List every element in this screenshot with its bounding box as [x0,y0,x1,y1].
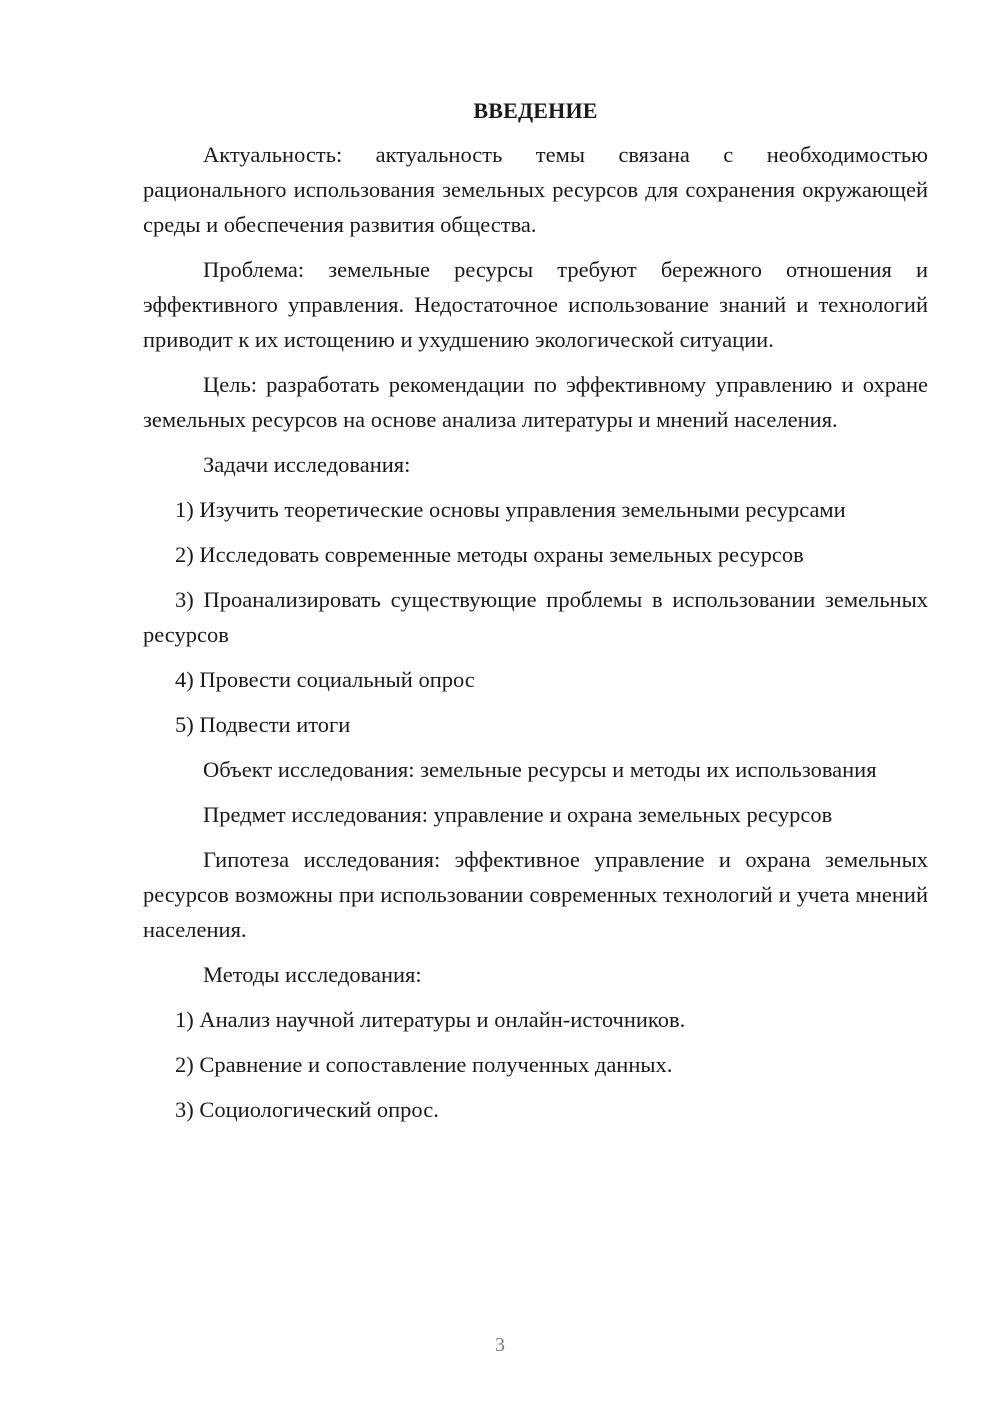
problem-paragraph: Проблема: земельные ресурсы требуют бережного отношения и эффективного управления. Недостаточное использование знаний и технологий приводит к их истощению и ухудшению экологической ситуации. [143,257,928,352]
method-item: 3) Социологический опрос. [175,1097,439,1122]
goal-paragraph: Цель: разработать рекомендации по эффективному управлению и охране земельных ресурсов на основе анализа литературы и мнений населения. [143,372,928,432]
relevance-paragraph: Актуальность: актуальность темы связана с необходимостью рационального использования земельных ресурсов для сохранения окружающей среды и обеспечения развития общества. [143,142,928,237]
task-item: 4) Провести социальный опрос [175,667,475,692]
object-paragraph: Объект исследования: земельные ресурсы и методы их использования [203,757,877,782]
tasks-label: Задачи исследования: [203,452,411,477]
subject-paragraph: Предмет исследования: управление и охрана земельных ресурсов [203,802,833,827]
task-item: 2) Исследовать современные методы охраны земельных ресурсов [175,542,804,567]
task-item: 3) Проанализировать существующие проблемы в использовании земельных ресурсов [143,587,928,647]
hypothesis-paragraph: Гипотеза исследования: эффективное управление и охрана земельных ресурсов возможны при использовании современных технологий и учета мнений населения. [143,847,928,942]
method-item: 2) Сравнение и сопоставление полученных данных. [175,1052,673,1077]
page-number: 3 [495,1334,505,1356]
page-title: ВВЕДЕНИЕ [473,98,598,123]
page-content [143,93,928,1137]
task-item: 5) Подвести итоги [175,712,351,737]
methods-label: Методы исследования: [203,962,422,987]
task-item: 1) Изучить теоретические основы управления земельными ресурсами [175,497,846,522]
method-item: 1) Анализ научной литературы и онлайн-источников. [175,1007,686,1032]
